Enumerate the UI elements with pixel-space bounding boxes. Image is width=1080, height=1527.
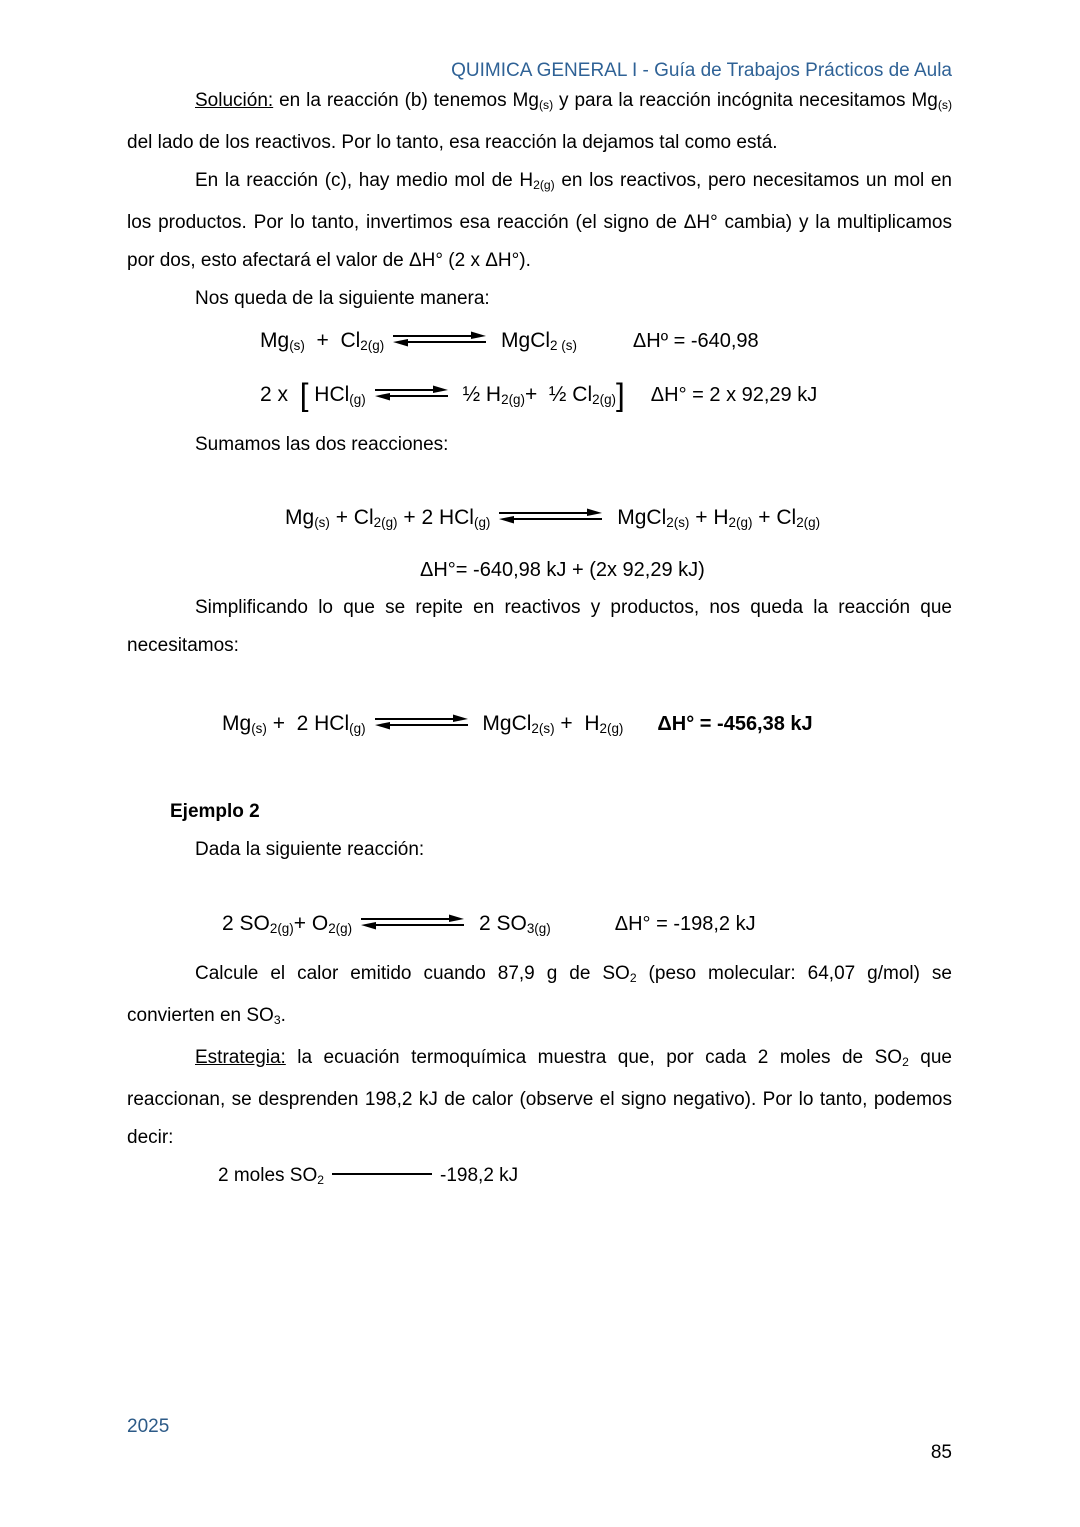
paragraph-sumamos: Sumamos las dos reacciones: xyxy=(195,433,449,455)
equilibrium-arrow-icon xyxy=(498,507,603,525)
equation-formula: $Mg_{(s)} + 2$ HCl$_{(g)}$ MgCl$_{2(s)}$ + $H_{2(g)}$ xyxy=(222,711,624,737)
paragraph-estrategia: Estrategia: la ecuación termoquímica muestra que, por cada 2 moles de $SO_2$ que reaccionan, se desprenden 198,2 kJ de calor (observe el signo negativo). Por lo tanto, podemos decir: xyxy=(127,1046,952,1148)
paragraph-solucion: Solución: en la reacción (b) tenemos $Mg_{(s)}$ y para la reacción incógnita necesitamos $Mg_{(s)}$ del lado de los reactivos. Por lo tanto, esa reacción la dejamos tal como está. xyxy=(127,90,953,153)
equilibrium-arrow-icon xyxy=(360,913,465,931)
equation-enthalpy-value: ΔH° = 2 x 92,29 kJ xyxy=(650,383,818,406)
equation-hcl-decomposition xyxy=(127,376,952,426)
page-content xyxy=(127,60,952,1198)
equation-enthalpy-value: ΔH° = -198,2 kJ xyxy=(614,912,756,935)
paragraph-nos-queda: Nos queda de la siguiente manera: xyxy=(195,287,490,309)
equation-formula: $Mg_{(s)} + Cl_{2(g)}$ MgCl$_{2 (s)}$ xyxy=(260,328,577,354)
equation-final-net-reaction xyxy=(127,709,952,753)
equation-formula: 2 x [ HCl$_{(g)}$ ½ $H_{2(g)}+$ ½ $Cl_{2(g)}$] xyxy=(260,376,625,413)
paragraph-simplificando: Simplificando lo que se repite en reactivos y productos, nos queda la reacción que necesitamos: xyxy=(127,596,952,656)
footer-year: 2025 xyxy=(127,1416,170,1437)
equilibrium-arrow-icon xyxy=(374,384,449,402)
paragraph-dada-reaccion: Dada la siguiente reacción: xyxy=(195,838,425,860)
equation-mg-cl2-mgcl2 xyxy=(127,326,952,370)
paragraph-reaccion-c: En la reacción (c), hay medio mol de $H_{2(g)}$ en los reactivos, pero necesitamos un mol en los productos. Por lo tanto, invertimos esa reacción (el signo de ΔH° cambia) y la multiplicamos por dos, esto afectará el valor de ΔH° (2 x ΔH°). xyxy=(127,169,952,271)
equation-so2-so3 xyxy=(127,909,952,955)
page-header-title: QUIMICA GENERAL I - Guía de Trabajos Prácticos de Aula xyxy=(451,60,952,81)
equation-enthalpy-value: ΔHº = -640,98 xyxy=(632,329,759,352)
equilibrium-arrow-icon xyxy=(374,713,469,731)
heading-ejemplo-2: Ejemplo 2 xyxy=(170,800,260,822)
footer-page-number: 85 xyxy=(930,1442,952,1463)
equation-enthalpy-value-bold: ΔH° = -456,38 kJ xyxy=(657,712,813,735)
equation-formula: $Mg_{(s)} + Cl_{2(g)} + 2$ HCl$_{(g)}$ MgCl$_{2(s)}$ + $H_{2(g)} + Cl_{2(g)}$ xyxy=(285,505,821,531)
equation-sum-enthalpy: ΔH°= -640,98 kJ + (2x 92,29 kJ) xyxy=(420,558,705,581)
equation-formula: 2 $SO_{2(g)}+ O_{2(g)}$ 2 $SO_{3(g)}$ xyxy=(222,911,551,937)
proportion-line-2moles: 2 moles $SO_2$ -198,2 kJ xyxy=(218,1164,519,1187)
equilibrium-arrow-icon xyxy=(392,330,487,348)
equation-sum-reactions xyxy=(127,503,952,545)
paragraph-calcule-calor: Calcule el calor emitido cuando 87,9 g de $SO_2$ (peso molecular: 64,07 g/mol) se convierten en $SO_3$. xyxy=(127,962,952,1027)
proportion-dash-line xyxy=(332,1173,432,1175)
